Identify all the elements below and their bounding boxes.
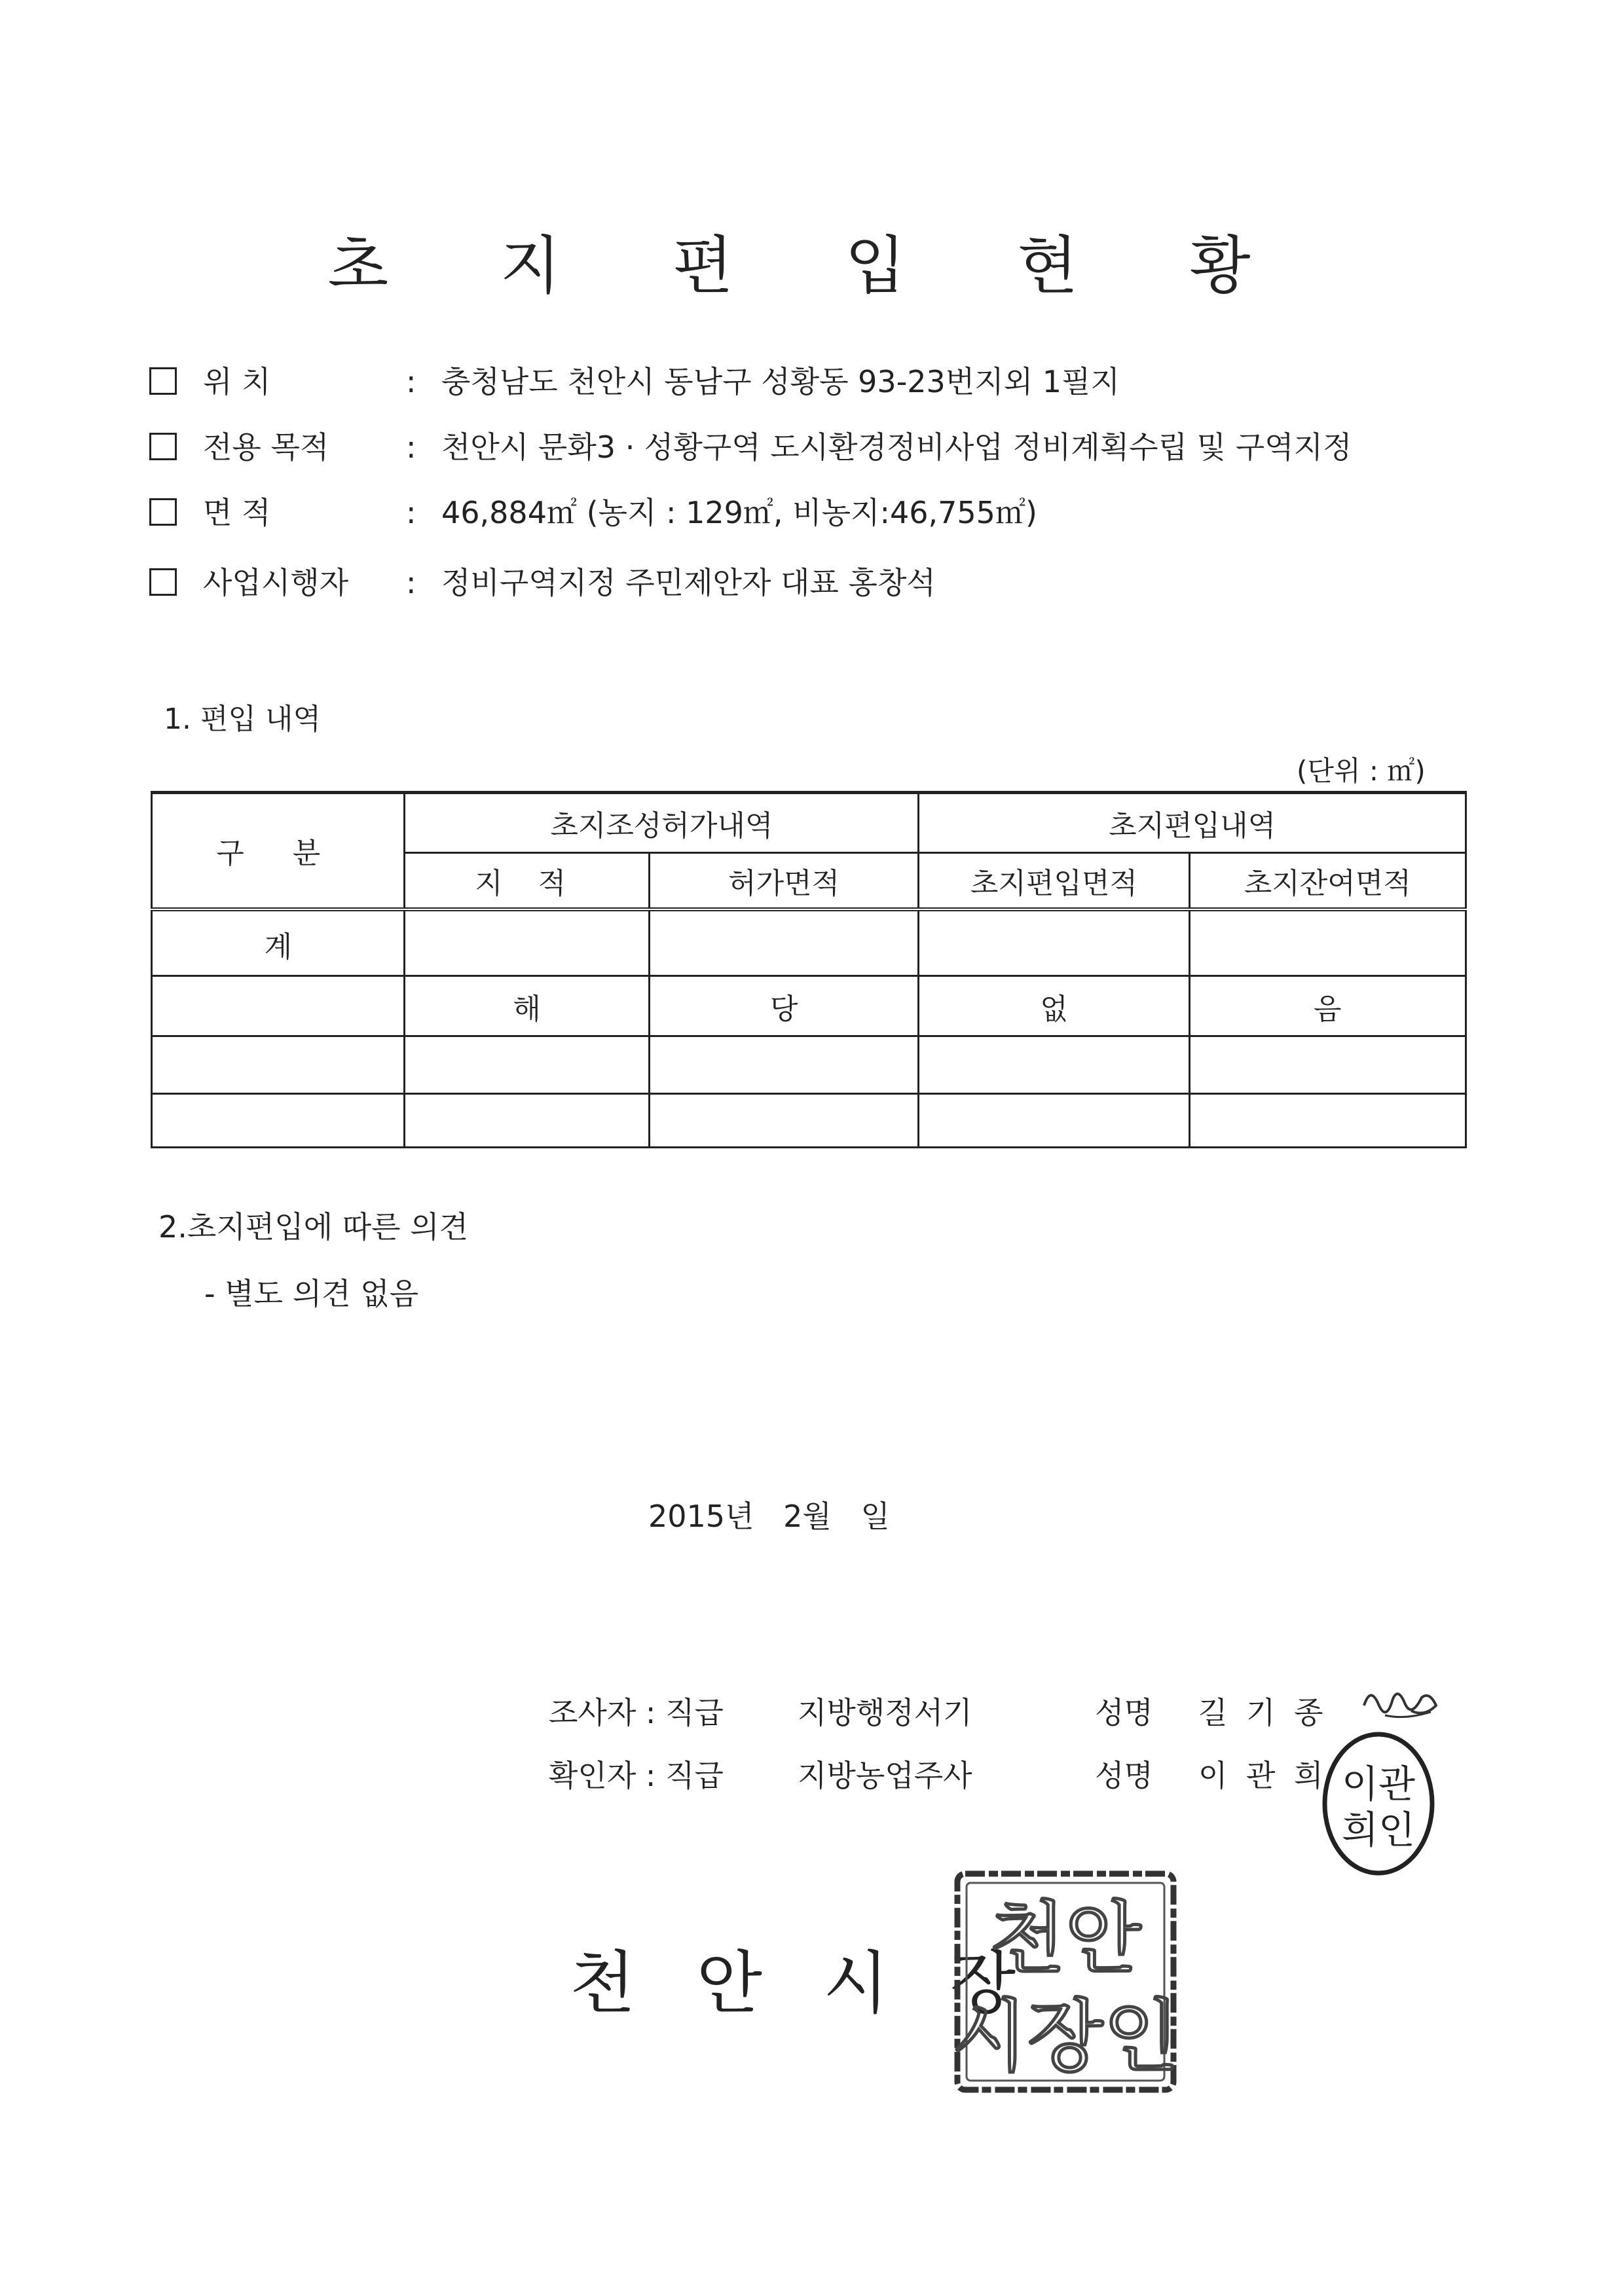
checkbox-icon xyxy=(149,433,177,460)
table-cell xyxy=(649,1094,918,1148)
document-title: 초 지 편 입 현 황 xyxy=(327,229,1297,302)
investigator-rank: 지방행정서기 xyxy=(798,1695,972,1730)
table-row xyxy=(152,909,1466,976)
investigator-name: 길 기 종 xyxy=(1198,1695,1323,1730)
info-operator: 사업시행자 : 정비구역지정 주민제안자 대표 홍창석 xyxy=(149,560,936,606)
svg-text:시장인: 시장인 xyxy=(951,1992,1179,2083)
info-location: 위 치 : 충청남도 천안시 동남구 성황동 93-23번지외 1필지 xyxy=(149,359,1120,405)
issuer-title: 천 안 시 장 xyxy=(570,1943,1016,2023)
section2-heading: 2.초지편입에 따른 의견 xyxy=(158,1209,469,1245)
table-row xyxy=(152,1036,1466,1094)
table-cell xyxy=(919,1094,1189,1148)
checkbox-icon xyxy=(149,367,177,395)
verifier-name: 이 관 희 xyxy=(1198,1758,1323,1793)
info-label: 위 치 xyxy=(203,364,271,399)
col-header: 지 적 xyxy=(405,853,649,909)
investigator-role: 조사자 : 직급 xyxy=(549,1695,724,1730)
table-cell: 없 xyxy=(919,976,1189,1036)
table-cell xyxy=(405,1036,649,1094)
verifier-name-label: 성명 xyxy=(1095,1758,1153,1793)
table-cell xyxy=(152,976,405,1036)
official-stamp xyxy=(951,1867,1180,2096)
header-category: 구 분 xyxy=(152,793,405,909)
info-area: 면 적 : 46,884㎡ (농지 : 129㎡, 비농지:46,755㎡) xyxy=(149,490,1037,536)
svg-text:희인: 희인 xyxy=(1341,1808,1416,1852)
checkbox-icon xyxy=(149,568,177,596)
table-cell: 당 xyxy=(649,976,918,1036)
document-date: 2015년 2월 일 xyxy=(648,1499,890,1534)
handwritten-signature xyxy=(1359,1679,1444,1725)
header-incorporation: 초지편입내역 xyxy=(919,793,1466,853)
table-cell xyxy=(405,909,649,976)
info-value: 천안시 문화3 · 성황구역 도시환경정비사업 정비계획수립 및 구역지정 xyxy=(441,429,1352,465)
verifier-rank: 지방농업주사 xyxy=(798,1758,972,1793)
table-cell xyxy=(649,1036,918,1094)
col-header: 초지잔여면적 xyxy=(1189,853,1466,909)
opinion-text: - 별도 의견 없음 xyxy=(204,1276,419,1311)
verifier-role: 확인자 : 직급 xyxy=(549,1758,724,1793)
table-cell xyxy=(1189,1094,1466,1148)
table-cell: 계 xyxy=(152,909,405,976)
table-cell xyxy=(405,1094,649,1148)
table-cell xyxy=(919,909,1189,976)
table-cell: 해 xyxy=(405,976,649,1036)
table-cell xyxy=(919,1036,1189,1094)
table-row xyxy=(152,1094,1466,1148)
table-cell xyxy=(152,1036,405,1094)
table-cell: 음 xyxy=(1189,976,1466,1036)
info-label: 면 적 xyxy=(203,495,271,530)
table-cell xyxy=(1189,1036,1466,1094)
header-permit: 초지조성허가내역 xyxy=(405,793,919,853)
incorporation-table xyxy=(151,791,1467,1148)
col-header: 초지편입면적 xyxy=(919,853,1189,909)
personal-seal xyxy=(1320,1728,1437,1879)
info-value: 충청남도 천안시 동남구 성황동 93-23번지외 1필지 xyxy=(441,364,1120,399)
info-value: 46,884㎡ (농지 : 129㎡, 비농지:46,755㎡) xyxy=(441,495,1037,530)
section1-heading: 1. 편입 내역 xyxy=(164,702,321,736)
checkbox-icon xyxy=(149,498,177,526)
table-cell xyxy=(1189,909,1466,976)
table-row xyxy=(152,976,1466,1036)
unit-label: (단위 : ㎡) xyxy=(1297,755,1426,787)
svg-text:이관: 이관 xyxy=(1341,1762,1416,1806)
info-value: 정비구역지정 주민제안자 대표 홍창석 xyxy=(441,565,936,600)
investigator-name-label: 성명 xyxy=(1095,1695,1153,1730)
col-header: 허가면적 xyxy=(649,853,918,909)
info-label: 사업시행자 xyxy=(203,565,349,600)
svg-text:천안: 천안 xyxy=(989,1893,1141,1984)
info-purpose: 전용 목적 : 천안시 문화3 · 성황구역 도시환경정비사업 정비계획수립 및 구역지정 xyxy=(149,424,1352,470)
info-label: 전용 목적 xyxy=(203,429,329,465)
table-cell xyxy=(152,1094,405,1148)
table-cell xyxy=(649,909,918,976)
